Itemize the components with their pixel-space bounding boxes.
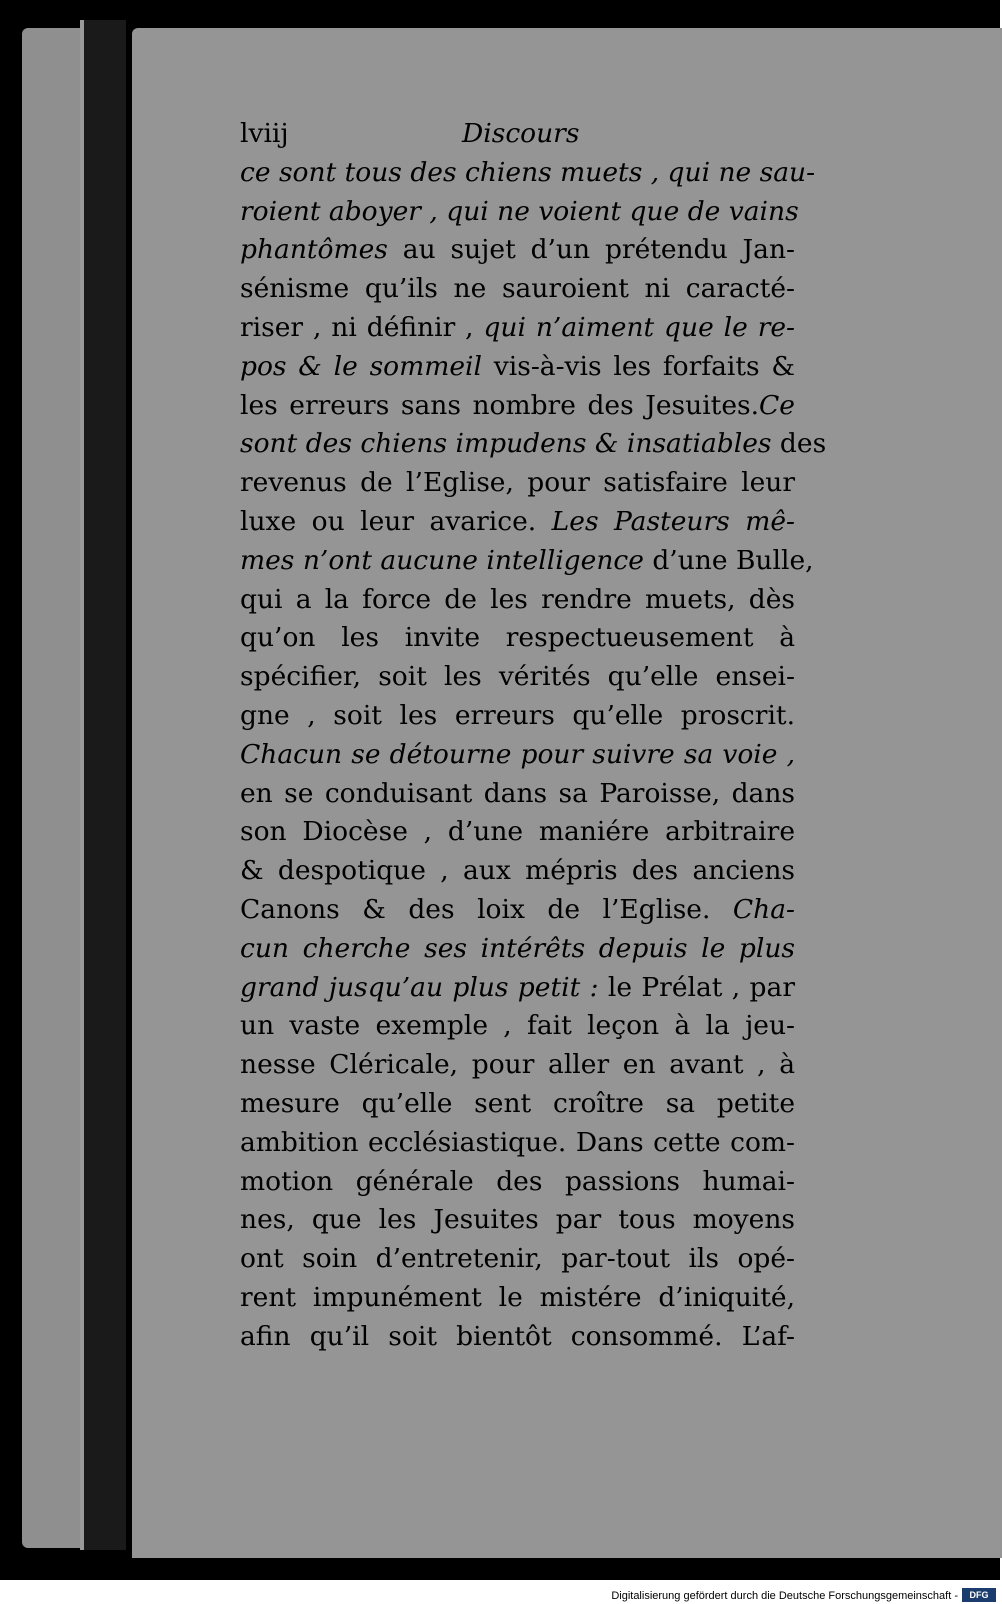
page-text (240, 115, 827, 1357)
text-segment: les erreurs sans nombre des Jesuites. (240, 389, 760, 421)
text-segment: gne , soit les erreurs qu’elle proscrit. (240, 699, 795, 731)
text-segment: Chacun se détourne pour suivre sa voie , (240, 738, 795, 770)
text-segment: en se conduisant dans sa Paroisse, dans (240, 777, 795, 809)
text-segment: & despotique , aux mépris des anciens (240, 855, 795, 887)
text-segment: vis-à-vis les forfaits & (482, 350, 795, 382)
text-line (240, 542, 814, 581)
text-line (240, 1046, 795, 1085)
text-line (240, 736, 795, 775)
text-segment: ambition ecclésiastique. Dans cette com- (240, 1126, 795, 1158)
text-segment: sont des chiens impudens & insatiables (240, 428, 772, 460)
text-segment: Cha- (732, 893, 795, 925)
text-line (240, 309, 795, 348)
text-line (240, 503, 795, 542)
text-segment: un vaste exemple , fait leçon à la jeu- (240, 1010, 795, 1042)
text-segment: riser , ni définir , (240, 311, 484, 343)
text-line (240, 464, 795, 503)
text-line (240, 969, 795, 1008)
text-line (240, 231, 795, 270)
text-segment: mesure qu’elle sent croître sa petite (240, 1087, 795, 1119)
text-segment: nesse Cléricale, pour aller en avant , à (240, 1049, 795, 1081)
text-line (240, 154, 816, 193)
text-segment: grand jusqu’au plus petit : (240, 971, 599, 1003)
text-line (240, 270, 795, 309)
text-line (240, 891, 795, 930)
text-segment: motion générale des passions humai- (240, 1165, 795, 1197)
text-line (240, 619, 795, 658)
text-line (240, 193, 799, 232)
text-line (240, 1240, 795, 1279)
text-segment: qui n’aiment que le re- (483, 311, 795, 343)
dfg-logo: DFG (962, 1588, 996, 1602)
text-segment: Les Pasteurs mê- (551, 505, 795, 537)
text-segment: afin qu’il soit bientôt consommé. L’af- (240, 1320, 795, 1352)
text-segment: Canons & des loix de l’Eglise. (240, 893, 733, 925)
text-line (240, 930, 795, 969)
text-segment: ce sont tous des chiens muets , qui ne sau- (240, 156, 816, 188)
book-spine-shadow (80, 20, 126, 1550)
text-line (240, 1201, 795, 1240)
page-number: lviij (240, 118, 289, 149)
text-line (240, 813, 795, 852)
text-line (240, 1124, 795, 1163)
text-segment: cun cherche ses intérêts depuis le plus (240, 932, 795, 964)
text-segment: mes n’ont aucune intelligence (240, 544, 644, 576)
text-segment: spécifier, soit les vérités qu’elle ensei- (240, 661, 795, 693)
text-line (240, 775, 795, 814)
text-line (240, 697, 795, 736)
text-segment: son Diocèse , d’une maniére arbitraire (240, 816, 795, 848)
page-header (240, 115, 795, 154)
text-segment: rent impunément le mistére d’iniquité, (240, 1281, 795, 1313)
running-head: Discours (462, 118, 580, 149)
body-text (240, 154, 827, 1357)
text-line (240, 581, 795, 620)
text-line (240, 348, 795, 387)
text-line (240, 1279, 795, 1318)
text-segment: Ce (759, 389, 795, 421)
text-line (240, 425, 827, 464)
text-segment: phantômes (240, 234, 388, 266)
text-segment: au sujet d’un prétendu Jan- (387, 234, 795, 266)
text-segment: ont soin d’entretenir, par-tout ils opé- (240, 1243, 795, 1275)
page-edge-left (22, 28, 82, 1548)
text-line (240, 1007, 795, 1046)
text-line (240, 1163, 795, 1202)
text-segment: d’une Bulle, (643, 544, 814, 576)
text-segment: pos & le sommeil (240, 350, 483, 382)
text-segment: nes, que les Jesuites par tous moyens (240, 1204, 795, 1236)
text-line (240, 387, 795, 426)
text-line (240, 1318, 795, 1357)
text-segment: le Prélat , par (598, 971, 795, 1003)
digitization-credit: Digitalisierung gefördert durch die Deutsche Forschungsgemeinschaft - (611, 1590, 958, 1602)
text-segment: des (771, 428, 827, 460)
text-line (240, 852, 795, 891)
text-segment: revenus de l’Eglise, pour satisfaire leur (240, 467, 795, 499)
text-line (240, 658, 795, 697)
text-segment: roient aboyer , qui ne voient que de vains (240, 195, 799, 227)
text-segment: qu’on les invite respectueusement à (240, 622, 795, 654)
text-segment: qui a la force de les rendre muets, dès (240, 583, 795, 615)
text-segment: sénisme qu’ils ne sauroient ni caracté- (240, 273, 795, 305)
text-line (240, 1085, 795, 1124)
text-segment: luxe ou leur avarice. (240, 505, 552, 537)
